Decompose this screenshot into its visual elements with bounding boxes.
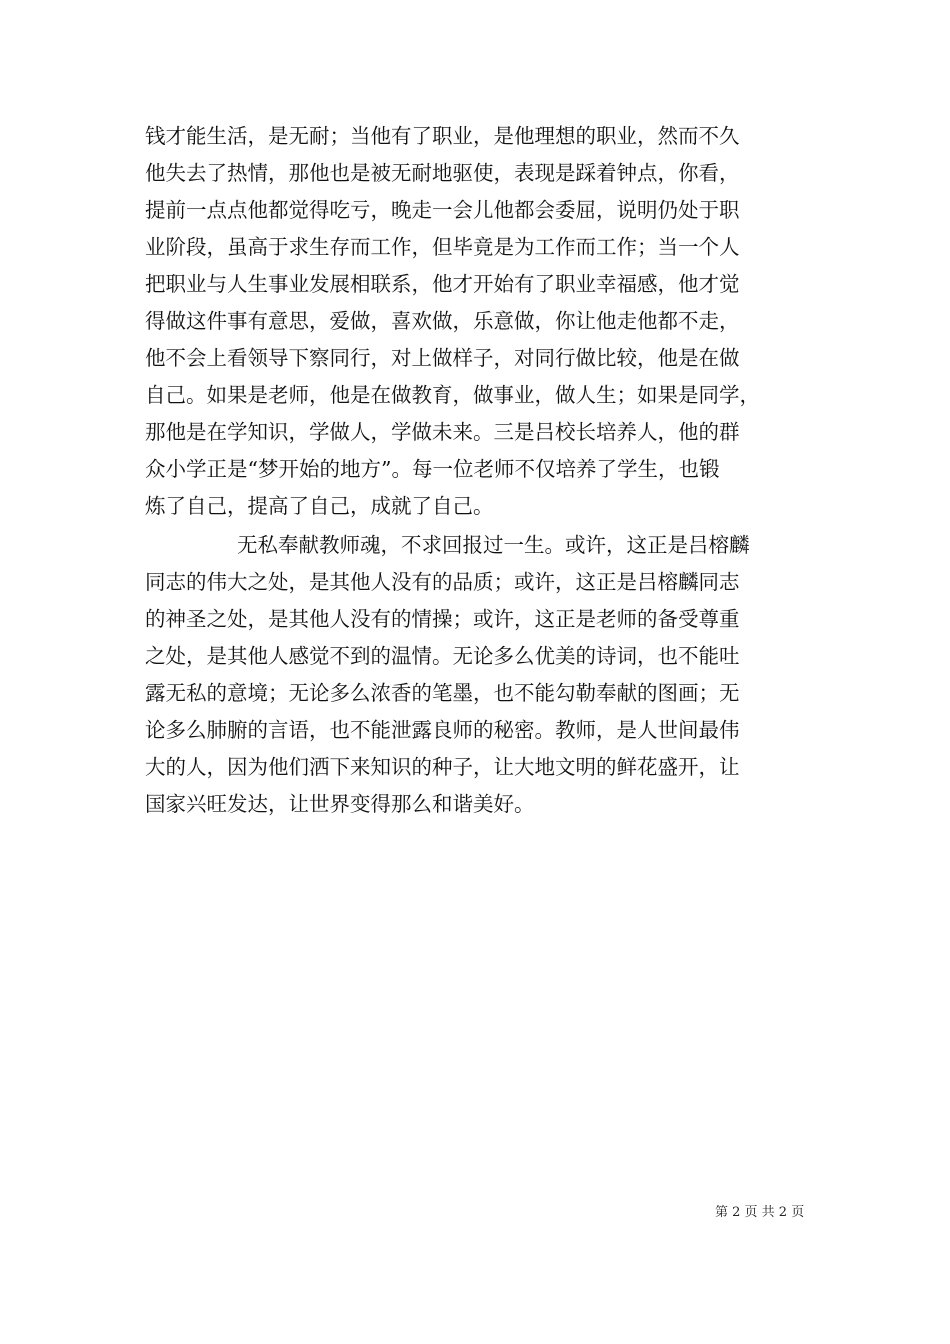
text-line: 大的人，因为他们洒下来知识的种子，让大地文明的鲜花盛开，让 (145, 755, 740, 779)
text-line: 他失去了热情，那他也是被无耐地驱使，表现是踩着钟点，你看， (145, 161, 740, 185)
paragraph (145, 118, 825, 525)
text-line: 业阶段，虽高于求生存而工作，但毕竟是为工作而工作；当一个人 (145, 235, 740, 259)
text-line: 的神圣之处，是其他人没有的情操；或许，这正是老师的备受尊重 (145, 607, 740, 631)
text-line: 之处，是其他人感觉不到的温情。无论多么优美的诗词，也不能吐 (145, 644, 740, 668)
text-line: 露无私的意境；无论多么浓香的笔墨，也不能勾勒奉献的图画；无 (145, 681, 740, 705)
paragraph (145, 527, 825, 823)
text-line: 无私奉献教师魂，不求回报过一生。或许，这正是吕榕麟 (237, 533, 750, 557)
text-line: 把职业与人生事业发展相联系，他才开始有了职业幸福感，他才觉 (145, 272, 740, 296)
text-line: 那他是在学知识，学做人，学做未来。三是吕校长培养人，他的群 (145, 420, 740, 444)
text-line: 自己。如果是老师，他是在做教育，做事业，做人生；如果是同学， (145, 383, 760, 407)
text-line: 提前一点点他都觉得吃亏，晚走一会儿他都会委屈，说明仍处于职 (145, 198, 740, 222)
text-line: 同志的伟大之处，是其他人没有的品质；或许，这正是吕榕麟同志 (145, 570, 740, 594)
text-line: 国家兴旺发达，让世界变得那么和谐美好。 (145, 792, 535, 816)
body-text (145, 118, 825, 823)
text-line: 钱才能生活，是无耐；当他有了职业，是他理想的职业，然而不久 (145, 124, 740, 148)
text-line: 他不会上看领导下察同行，对上做样子，对同行做比较，他是在做 (145, 346, 740, 370)
text-line: 得做这件事有意思，爱做，喜欢做，乐意做，你让他走他都不走， (145, 309, 740, 333)
page-number-footer: 第 2 页 共 2 页 (715, 1205, 805, 1220)
text-line: 炼了自己，提高了自己，成就了自己。 (145, 494, 494, 518)
text-line: 论多么肺腑的言语，也不能泄露良师的秘密。教师，是人世间最伟 (145, 718, 740, 742)
text-line: 众小学正是“梦开始的地方”。每一位老师不仅培养了学生，也锻 (145, 457, 720, 481)
